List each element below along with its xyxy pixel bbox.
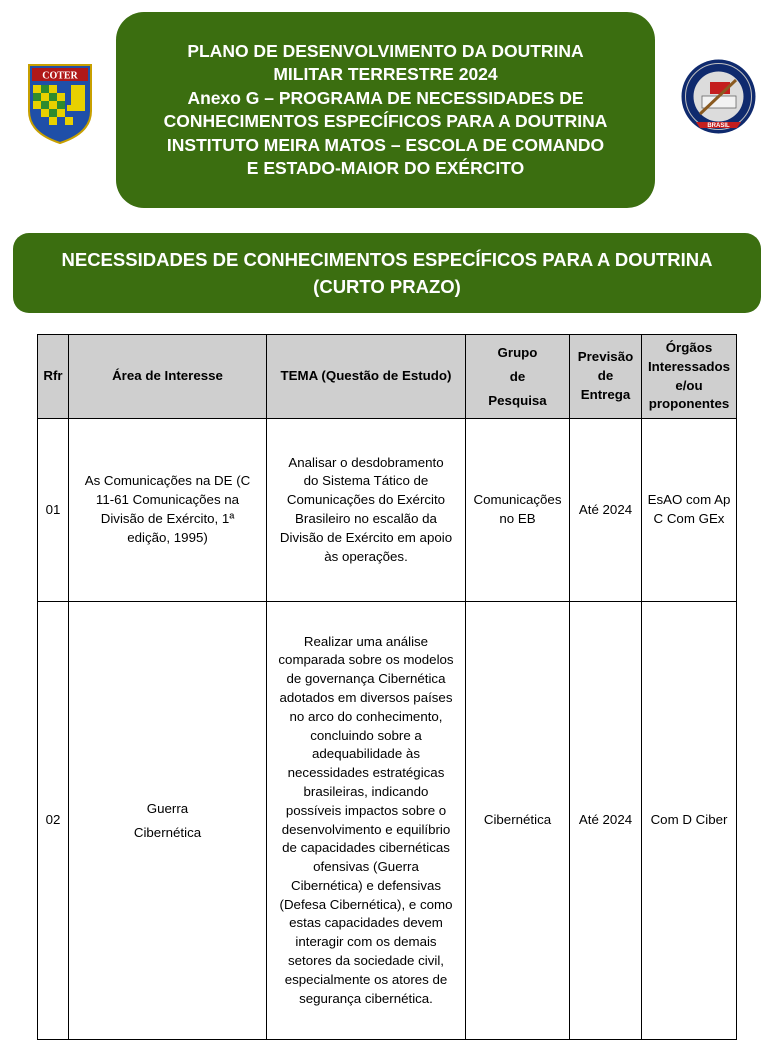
table-header-row — [38, 335, 737, 419]
cell-area: Guerra Cibernética — [69, 602, 267, 1040]
cell-tema: Analisar o desdobramento do Sistema Tático de Comunicações do Exército Brasileiro no escalão da Divisão de Exército em apoio às operações. — [267, 419, 466, 602]
ime-seal-logo — [680, 58, 757, 135]
title-line: MILITAR TERRESTRE 2024 — [273, 64, 498, 84]
cell-rfr: 02 — [38, 602, 69, 1040]
table-row — [38, 602, 737, 1040]
document-title-box — [116, 12, 655, 208]
section-title-box — [13, 233, 761, 313]
header-rfr: Rfr — [38, 335, 69, 419]
needs-table — [37, 334, 737, 1040]
header-orgaos: Órgãos Interessados e/ou proponentes — [642, 335, 737, 419]
header-tema: TEMA (Questão de Estudo) — [267, 335, 466, 419]
cell-orgaos: EsAO com Ap C Com GEx — [642, 419, 737, 602]
table-row — [38, 419, 737, 602]
title-line: Anexo G – PROGRAMA DE NECESSIDADES DE — [187, 87, 584, 108]
section-title-line2: (CURTO PRAZO) — [313, 276, 461, 297]
header-previsao: Previsão de Entrega — [570, 335, 642, 419]
section-title-line1: NECESSIDADES DE CONHECIMENTOS ESPECÍFICOS PARA A DOUTRINA — [61, 249, 713, 270]
cell-grupo: Comunicações no EB — [466, 419, 570, 602]
title-line: CONHECIMENTOS ESPECÍFICOS PARA A DOUTRINA — [163, 111, 608, 131]
cell-previsao: Até 2024 — [570, 419, 642, 602]
seal-logo-text: BRASIL — [707, 123, 730, 129]
cell-rfr: 01 — [38, 419, 69, 602]
title-line: INSTITUTO MEIRA MATOS – ESCOLA DE COMANDO — [166, 134, 605, 155]
cell-tema: Realizar uma análise comparada sobre os modelos de governança Cibernética adotados em diversos países no arco do conhecimento, concluindo sobre a adequabilidade às necessidades estratégicas brasileiras, indicando possíveis impactos sobre o desenvolvimento e equilíbrio de capacidades cibernéticas ofensivas (Guerra Cibernética) e defensivas (Defesa Cibernética), e como estas capacidades devem interagir com os demais setores da sociedade civil, especialmente os atores de segurança cibernética. — [267, 602, 466, 1040]
cell-previsao: Até 2024 — [570, 602, 642, 1040]
header-grupo: Grupo de Pesquisa — [466, 335, 570, 419]
header-area: Área de Interesse — [69, 335, 267, 419]
title-line: PLANO DE DESENVOLVIMENTO DA DOUTRINA — [187, 40, 584, 61]
coter-logo — [27, 63, 93, 145]
cell-grupo: Cibernética — [466, 602, 570, 1040]
cell-orgaos: Com D Ciber — [642, 602, 737, 1040]
coter-logo-text: COTER — [42, 70, 78, 82]
title-line: E ESTADO-MAIOR DO EXÉRCITO — [246, 158, 525, 178]
cell-area: As Comunicações na DE (C 11-61 Comunicações na Divisão de Exército, 1ª edição, 1995) — [69, 419, 267, 602]
